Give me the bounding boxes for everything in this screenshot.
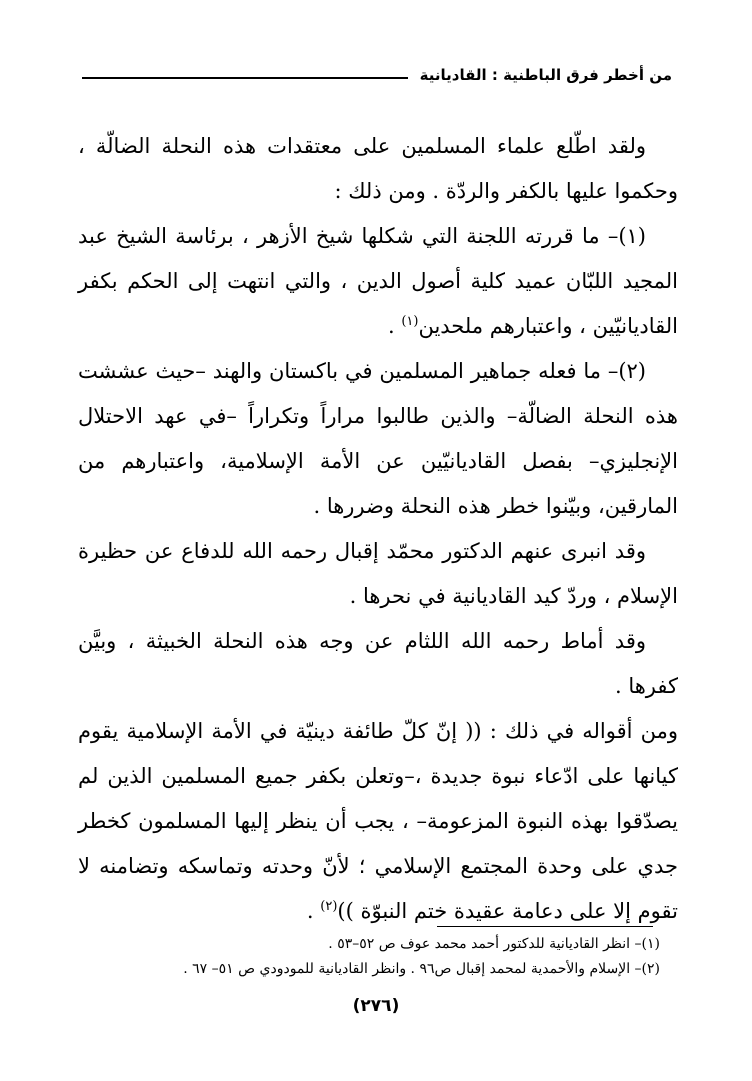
paragraph-unveiling: وقد أماط رحمه الله اللثام عن وجه هذه النحلة الخبيثة ، وبيَّن كفرها . [78, 629, 678, 698]
paragraph-iqbal: وقد انبرى عنهم الدكتور محمّد إقبال رحمه الله للدفاع عن حظيرة الإسلام ، وردّ كيد القاديانية في نحرها . [78, 539, 678, 608]
footnotes [150, 932, 660, 982]
paragraph-point-1: (١)– ما قررته اللجنة التي شكلها شيخ الأزهر ، برئاسة الشيخ عبد المجيد اللبّان عميد كلية أصول الدين ، والتي انتهت إلى الحكم بكفر القاديانيّين ، واعتبارهم ملحدين$^{(١)}$ . [78, 224, 678, 338]
footnote-ref-2[interactable]: (٢) [320, 899, 338, 914]
paragraph-point-2: (٢)– ما فعله جماهير المسلمين في باكستان والهند –حيث عششت هذه النحلة الضالّة– والذين طالبوا مراراً وتكراراً –في عهد الاحتلال الإنجليزي– بفصل القاديانيّين عن الأمة الإسلامية، واعتبارهم من المارقين، وبيّنوا خطر هذه النحلة وضررها . [78, 359, 678, 518]
footnote-1: (١)– انظر القاديانية للدكتور أحمد محمد عوف ص ٥٢–٥٣ . [328, 936, 660, 952]
page-number: (٢٧٦) [352, 996, 400, 1016]
main-text [78, 124, 678, 934]
running-header [82, 62, 672, 88]
paragraph-intro: ولقد اطّلع علماء المسلمين على معتقدات هذه النحلة الضالّة ، وحكموا عليها بالكفر والردّة . ومن ذلك : [78, 134, 678, 203]
footnote-2: (٢)– الإسلام والأحمدية لمحمد إقبال ص٩٦ . وانظر القاديانية للمودودي ص ٥١– ٦٧ . [183, 961, 660, 977]
footnote-ref-1[interactable]: (١) [401, 314, 419, 329]
header-rule [82, 77, 408, 79]
header-title: من أخطر فرق الباطنية : القاديانية [419, 66, 672, 84]
paragraph-quote: ومن أقواله في ذلك : (( إنّ كلّ طائفة دينيّة في الأمة الإسلامية يقوم كيانها على ادّعاء نبوة جديدة ،–وتعلن بكفر جميع المسلمين الذين لم يصدّقوا بهذه النبوة المزعومة– ، يجب أن ينظر إليها المسلمون كخطر جدي على وحدة المجتمع الإسلامي ؛ لأنّ وحدته وتماسكه وتضامنه لا تقوم إلا على دعامة عقيدة ختم النبوّة ))$^{(٢)}$ . [78, 719, 678, 923]
footnote-separator [437, 926, 653, 927]
